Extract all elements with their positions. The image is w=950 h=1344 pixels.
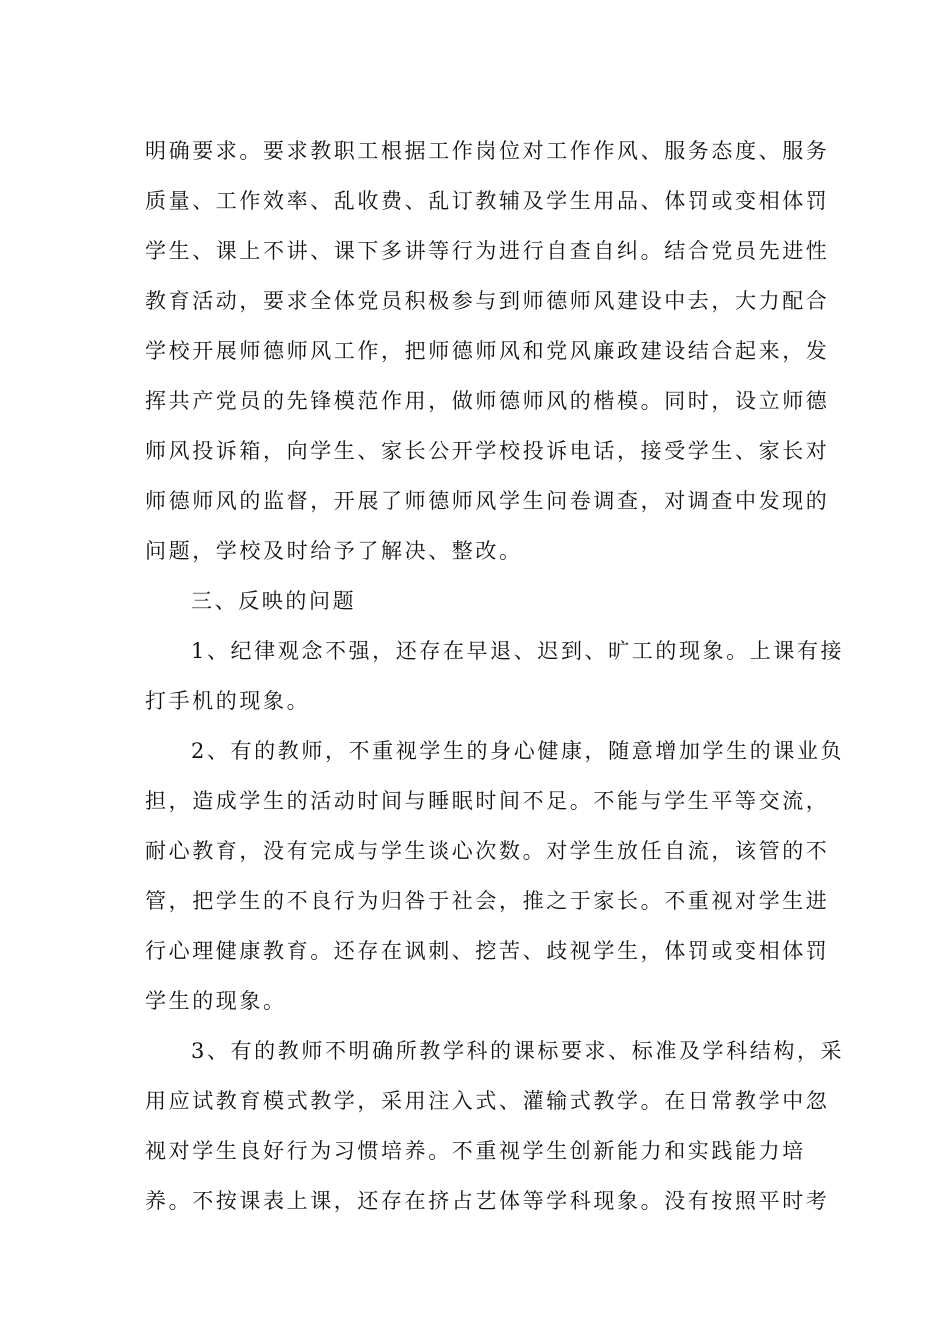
text-line: 教育活动，要求全体党员积极参与到师德师风建设中去，大力配合	[145, 289, 830, 313]
text-line: 明确要求。要求教职工根据工作岗位对工作作风、服务态度、服务	[145, 139, 830, 163]
text-line: 学生的现象。	[145, 989, 287, 1013]
text-line: 问题，学校及时给予了解决、整改。	[145, 539, 523, 563]
text-line: 视对学生良好行为习惯培养。不重视学生创新能力和实践能力培	[145, 1139, 806, 1163]
text-line: 2、有的教师，不重视学生的身心健康，随意增加学生的课业负	[191, 739, 845, 763]
text-line: 挥共产党员的先锋模范作用，做师德师风的楷模。同时，设立师德	[145, 389, 830, 413]
text-line: 3、有的教师不明确所教学科的课标要求、标准及学科结构，采	[191, 1039, 845, 1063]
text-line: 行心理健康教育。还存在讽刺、挖苦、歧视学生，体罚或变相体罚	[145, 939, 830, 963]
text-line: 师风投诉箱，向学生、家长公开学校投诉电话，接受学生、家长对	[145, 439, 830, 463]
text-line: 学校开展师德师风工作，把师德师风和党风廉政建设结合起来，发	[145, 339, 830, 363]
text-line: 质量、工作效率、乱收费、乱订教辅及学生用品、体罚或变相体罚	[145, 189, 830, 213]
text-line: 管，把学生的不良行为归咎于社会，推之于家长。不重视对学生进	[145, 889, 830, 913]
text-line: 学生、课上不讲、课下多讲等行为进行自查自纠。结合党员先进性	[145, 239, 830, 263]
text-line: 耐心教育，没有完成与学生谈心次数。对学生放任自流，该管的不	[145, 839, 830, 863]
text-line: 打手机的现象。	[145, 689, 311, 713]
section-heading: 三、反映的问题	[191, 589, 357, 613]
text-line: 用应试教育模式教学，采用注入式、灌输式教学。在日常教学中忽	[145, 1089, 830, 1113]
text-line: 师德师风的监督，开展了师德师风学生问卷调查，对调查中发现的	[145, 489, 830, 513]
text-line: 养。不按课表上课，还存在挤占艺体等学科现象。没有按照平时考	[145, 1189, 830, 1213]
text-line: 担，造成学生的活动时间与睡眠时间不足。不能与学生平等交流，	[145, 789, 830, 813]
text-line: 1、纪律观念不强，还存在早退、迟到、旷工的现象。上课有接	[191, 639, 845, 663]
